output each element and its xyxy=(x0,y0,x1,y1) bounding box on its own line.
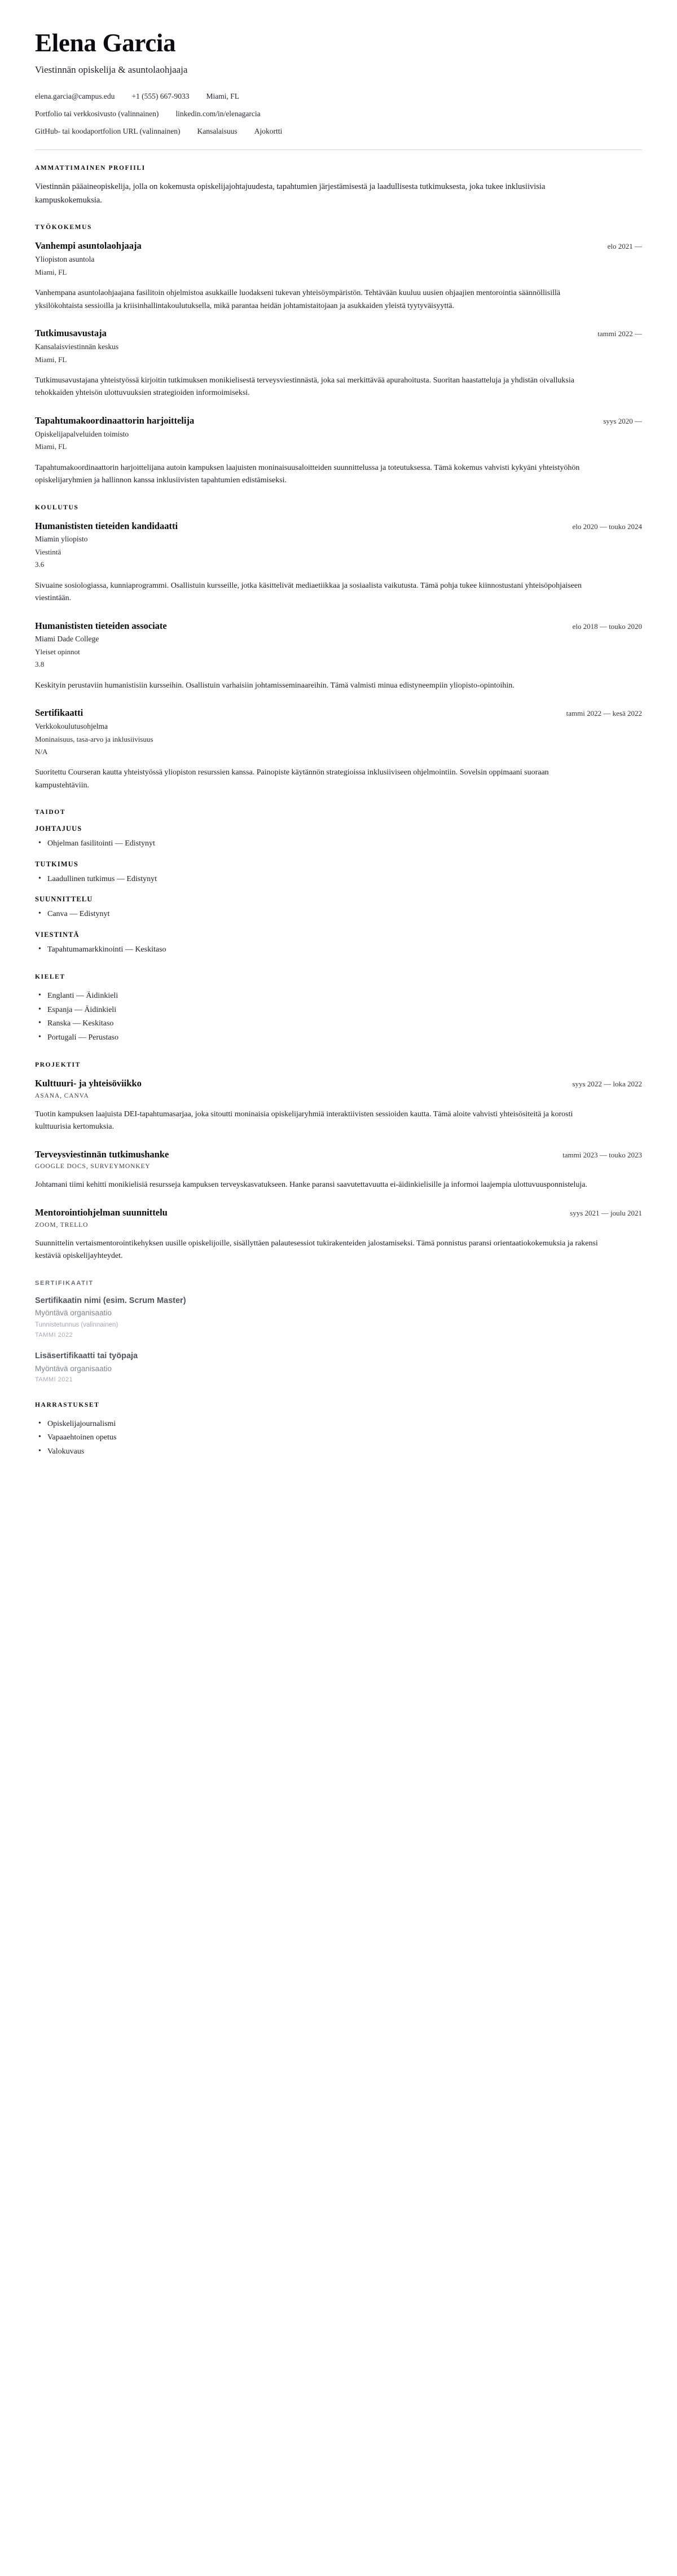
entry-header xyxy=(35,240,642,252)
projects-list xyxy=(35,1077,642,1263)
project-description: Suunnittelin vertaismentorointikehyksen uusille opiskelijoille, sisällyttäen palautesessiot tukirakenteiden jalostamiseksi. Tämä ponnistus paransi orientaatiokokemuksia ja rakensi kestäviä opiskelijayhteydet. xyxy=(35,1239,598,1261)
education-gpa: 3.8 xyxy=(35,660,45,669)
education-school: Miami Dade College xyxy=(35,635,99,644)
education-field: Yleiset opinnot xyxy=(35,648,80,657)
education-school: Miamin yliopisto xyxy=(35,535,88,544)
section-title-interests: HARRASTUKSET xyxy=(35,1401,100,1408)
project-dates: syys 2021 — joulu 2021 xyxy=(570,1209,642,1218)
section-certificates xyxy=(35,1280,642,1385)
project-name: Kulttuuri- ja yhteisöviikko xyxy=(35,1078,142,1089)
experience-location: Miami, FL xyxy=(35,442,67,451)
skill-group xyxy=(35,931,642,957)
contact-item[interactable]: Kansalaisuus xyxy=(197,126,238,135)
experience-organization: Kansalaisviestinnän keskus xyxy=(35,342,119,351)
section-projects xyxy=(35,1062,642,1263)
experience-description: Tutkimusavustajana yhteistyössä kirjoitin tutkimuksen monikielisestä terveysviestinnästä, joka sai merkittävää apurahoitusta. Suoritan haastatteluja ja yhdistän oivalluksia tehokkaiden yhteisön ulottuvuuksien strategioiden informoimiseksi. xyxy=(35,376,574,398)
section-summary xyxy=(35,165,642,207)
section-title-skills: TAIDOT xyxy=(35,809,66,816)
education-dates: elo 2018 — touko 2020 xyxy=(572,622,642,631)
languages-list xyxy=(35,989,642,1045)
section-title-experience: TYÖKOKEMUS xyxy=(35,224,92,231)
project-dates: tammi 2023 — touko 2023 xyxy=(562,1151,642,1160)
certificate-date: TAMMI 2022 xyxy=(35,1331,73,1338)
education-entry xyxy=(35,707,642,792)
experience-description: Vanhempana asuntolaohjaajana fasilitoin ohjelmistoa asukkaille luodakseni tukevan yhteisöympäristön. Tehtävään kuuluu uusien ohjaajien mentorointia säännöllisillä yksilökohtaista sessioilla ja kriisinhallintakoulutuksella, mikä parantaa heidän johtamistaitojaan ja asukkaiden yleistä tyytyväisyyttä. xyxy=(35,288,561,310)
experience-role: Tapahtumakoordinaattorin harjoittelija xyxy=(35,415,195,426)
contact-line-2 xyxy=(35,108,642,120)
language-item: • Espanja — Äidinkieli xyxy=(35,1003,642,1018)
certificate-name: Sertifikaatin nimi (esim. Scrum Master) xyxy=(35,1296,186,1305)
project-description: Tuotin kampuksen laajuista DEI-tapahtumasarjaa, joka sitoutti moninaisia opiskelijaryhmiä interaktiivisten sessioiden kautta. Tämä aloite vahvisti yhteisösiteitä ja korosti kulttuurisia kertomuksia. xyxy=(35,1109,573,1131)
contact-item[interactable]: +1 (555) 667-9033 xyxy=(131,91,190,100)
certificate-issuer: Myöntävä organisaatio xyxy=(35,1309,112,1318)
contact-item[interactable]: Portfolio tai verkkosivusto (valinnainen) xyxy=(35,109,159,118)
entry-header xyxy=(35,520,642,532)
education-description: Sivuaine sosiologiassa, kunniaprogrammi. Osallistuin kursseille, jotka käsittelivät mediaetiikkaa ja sosiaalista vaikutusta. Tämä pohja tukee kiinnostustani yhteisöpohjaiseen viestintään. xyxy=(35,581,582,603)
contact-line-1 xyxy=(35,91,642,103)
project-entry xyxy=(35,1206,642,1263)
experience-role: Tutkimusavustaja xyxy=(35,328,107,339)
education-degree: Sertifikaatti xyxy=(35,707,83,719)
section-experience xyxy=(35,224,642,487)
experience-role: Vanhempi asuntolaohjaaja xyxy=(35,240,142,252)
skill-group-title: SUUNNITTELU xyxy=(35,895,93,904)
skill-group xyxy=(35,860,642,887)
project-tags: GOOGLE DOCS, SURVEYMONKEY xyxy=(35,1163,151,1170)
skill-items xyxy=(35,837,642,851)
entry-header xyxy=(35,415,642,426)
certificate-credential-id: Tunnistetunnus (valinnainen) xyxy=(35,1321,118,1328)
certificate-entry xyxy=(35,1296,642,1340)
section-title-languages: KIELET xyxy=(35,974,65,981)
entry-header xyxy=(35,1148,642,1160)
education-field: Moninaisuus, tasa-arvo ja inklusiivisuus xyxy=(35,734,153,743)
header-divider xyxy=(35,149,642,150)
experience-dates: tammi 2022 — xyxy=(597,329,642,338)
education-gpa: 3.6 xyxy=(35,560,45,569)
skill-group xyxy=(35,825,642,851)
contact-item[interactable]: Miami, FL xyxy=(206,91,239,100)
interest-item: • Vapaaehtoinen opetus xyxy=(35,1431,642,1445)
section-education xyxy=(35,504,642,792)
project-name: Mentorointiohjelman suunnittelu xyxy=(35,1207,168,1218)
section-title-summary: AMMATTIMAINEN PROFIILI xyxy=(35,165,146,172)
project-description: Johtamani tiimi kehitti monikielisiä resursseja kampuksen terveyskasvatukseen. Hanke paransi saavutettavuutta ei-äidinkielisille ja informoi laajempia ulottuvuusponnisteluja. xyxy=(35,1181,587,1190)
education-description: Keskityin perustaviin humanistisiin kursseihin. Osallistuin varhaisiin johtamisseminaareihin. Tämä valmisti minua edistyneempiin yliopisto-opintoihin. xyxy=(35,681,515,690)
language-item: • Portugali — Perustaso xyxy=(35,1031,642,1045)
section-languages xyxy=(35,974,642,1045)
education-degree: Humanististen tieteiden associate xyxy=(35,620,167,631)
skill-items xyxy=(35,908,642,922)
skill-group-title: TUTKIMUS xyxy=(35,860,78,868)
skill-group-title: VIESTINTÄ xyxy=(35,930,80,939)
entry-header xyxy=(35,327,642,339)
education-gpa: N/A xyxy=(35,747,48,756)
certificate-name: Lisäsertifikaatti tai työpaja xyxy=(35,1351,138,1361)
skill-item: • Tapahtumamarkkinointi — Keskitaso xyxy=(35,943,642,957)
education-entry xyxy=(35,520,642,605)
entry-header xyxy=(35,620,642,632)
education-degree: Humanististen tieteiden kandidaatti xyxy=(35,520,178,531)
skills-list xyxy=(35,825,642,957)
certificate-entry xyxy=(35,1351,642,1384)
experience-location: Miami, FL xyxy=(35,267,67,276)
education-school: Verkkokoulutusohjelma xyxy=(35,721,108,730)
skill-item: • Laadullinen tutkimus — Edistynyt xyxy=(35,873,642,887)
experience-location: Miami, FL xyxy=(35,355,67,364)
experience-list xyxy=(35,240,642,487)
skill-group-title: JOHTAJUUS xyxy=(35,825,82,833)
project-tags: ZOOM, TRELLO xyxy=(35,1221,89,1228)
entry-header xyxy=(35,1206,642,1218)
certificates-list xyxy=(35,1296,642,1385)
skill-item: • Ohjelman fasilitointi — Edistynyt xyxy=(35,837,642,851)
contact-line-3 xyxy=(35,126,642,138)
experience-dates: elo 2021 — xyxy=(607,242,642,251)
resume-header xyxy=(35,29,642,137)
section-skills xyxy=(35,809,642,957)
education-dates: tammi 2022 — kesä 2022 xyxy=(566,709,642,718)
interest-item: • Opiskelijajournalismi xyxy=(35,1417,642,1432)
contact-item[interactable]: Ajokortti xyxy=(254,126,283,135)
experience-entry xyxy=(35,327,642,400)
certificate-date: TAMMI 2021 xyxy=(35,1376,73,1384)
project-entry xyxy=(35,1148,642,1192)
education-list xyxy=(35,520,642,792)
project-entry xyxy=(35,1077,642,1134)
experience-organization: Opiskelijapalveluiden toimisto xyxy=(35,429,129,438)
project-dates: syys 2022 — loka 2022 xyxy=(572,1080,642,1089)
experience-description: Tapahtumakoordinaattorin harjoittelijana autoin kampuksen laajuisten moninaisuusaloitteiden suunnittelussa ja toteutuksessa. Tämä kokemus vahvisti kykyäni yhteistyöhön opiskelijaryhmien ja hallinnon kanssa inklusiivisten tapahtumien edistämiseksi. xyxy=(35,463,580,485)
section-interests xyxy=(35,1402,642,1459)
interest-item: • Valokuvaus xyxy=(35,1445,642,1459)
contact-item[interactable]: GitHub- tai koodaportfolion URL (valinnainen) xyxy=(35,126,181,135)
certificate-issuer: Myöntävä organisaatio xyxy=(35,1364,112,1373)
summary-text: Viestinnän pääaineopiskelija, jolla on kokemusta opiskelijajohtajuudesta, tapahtumien järjestämisestä ja laadullisesta tutkimuksesta, joka tukee inklusiivisia kampuskokemuksia. xyxy=(35,182,546,205)
education-field: Viestintä xyxy=(35,548,61,557)
entry-header xyxy=(35,1077,642,1089)
skill-items xyxy=(35,943,642,957)
experience-entry xyxy=(35,415,642,487)
experience-dates: syys 2020 — xyxy=(603,417,642,426)
education-dates: elo 2020 — touko 2024 xyxy=(572,522,642,531)
contact-item[interactable]: linkedin.com/in/elenagarcia xyxy=(175,109,261,118)
section-title-projects: PROJEKTIT xyxy=(35,1062,81,1069)
contact-item[interactable]: elena.garcia@campus.edu xyxy=(35,91,115,100)
language-item: • Ranska — Keskitaso xyxy=(35,1017,642,1031)
education-description: Suoritettu Courseran kautta yhteistyössä yliopiston resurssien kanssa. Painopiste käytännön strategioissa inklusiiviseen ohjelmointiin. Sovelsin oppimaani suoraan kampustehtäviin. xyxy=(35,768,549,790)
project-tags: ASANA, CANVA xyxy=(35,1092,89,1099)
experience-organization: Yliopiston asuntola xyxy=(35,254,95,263)
skill-items xyxy=(35,873,642,887)
section-title-certificates: SERTIFIKAATIT xyxy=(35,1279,94,1287)
language-item: • Englanti — Äidinkieli xyxy=(35,989,642,1003)
section-title-education: KOULUTUS xyxy=(35,504,79,511)
candidate-headline: Viestinnän opiskelija & asuntolaohjaaja xyxy=(35,64,188,75)
candidate-name: Elena Garcia xyxy=(35,29,176,57)
project-name: Terveysviestinnän tutkimushanke xyxy=(35,1149,169,1160)
entry-header xyxy=(35,707,642,719)
skill-item: • Canva — Edistynyt xyxy=(35,908,642,922)
interests-list xyxy=(35,1417,642,1459)
skill-group xyxy=(35,895,642,922)
education-entry xyxy=(35,620,642,692)
experience-entry xyxy=(35,240,642,312)
